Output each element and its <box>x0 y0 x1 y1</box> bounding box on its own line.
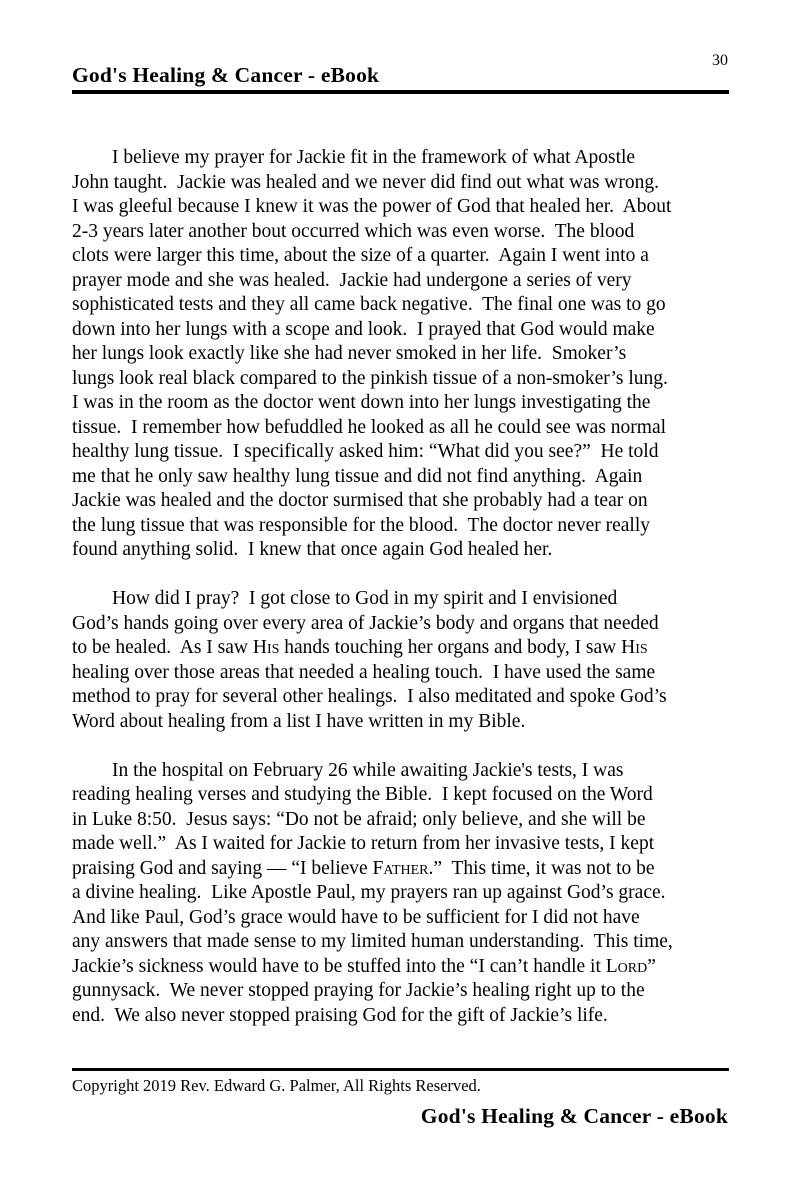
small-caps-text: Father <box>372 857 429 879</box>
footer-title: God's Healing & Cancer - eBook <box>420 1104 728 1128</box>
text-run: ” <box>647 955 656 977</box>
text-run: down into her lungs with a scope and look. I prayed that God would make <box>72 318 655 340</box>
text-line <box>72 783 732 808</box>
text-run: sophisticated tests and they all came back negative. The final one was to go <box>72 294 666 315</box>
text-run: Jackie’s sickness would have to be stuffed into the “I can’t handle it <box>72 955 606 977</box>
text-run: found anything solid. I knew that once again God healed her. <box>72 539 553 560</box>
text-run: How did I pray? I got close to God in my spirit and I envisioned <box>112 588 618 609</box>
text-run: in Luke 8:50. Jesus says: “Do not be afraid; only believe, and she will be <box>72 808 646 830</box>
text-line <box>72 1004 732 1029</box>
text-run: her lungs look exactly like she had never smoked in her life. Smoker’s <box>72 343 627 364</box>
text-run: praising God and saying — “I believe <box>72 857 373 879</box>
text-run: I was in the room as the doctor went down into her lungs investigating the <box>72 392 651 413</box>
text-line <box>72 318 732 343</box>
text-run: a divine healing. Like Apostle Paul, my prayers ran up against God’s grace. <box>72 882 666 903</box>
text-run: prayer mode and she was healed. Jackie had undergone a series of very <box>72 269 632 291</box>
text-line <box>72 514 732 539</box>
text-run: And like Paul, God’s grace would have to be sufficient for I did not have <box>72 906 640 928</box>
text-run: lungs look real black compared to the pinkish tissue of a non-smoker’s lung. <box>72 367 668 389</box>
text-line <box>72 538 732 563</box>
text-run: hands touching her organs and body, I saw <box>279 637 622 658</box>
text-run: the lung tissue that was responsible for the blood. The doctor never really <box>72 514 650 536</box>
copyright-notice: Copyright 2019 Rev. Edward G. Palmer, All Rights Reserved. <box>72 1076 481 1095</box>
text-line <box>72 244 732 269</box>
body-paragraph <box>72 759 732 1029</box>
text-line <box>72 416 732 441</box>
text-line <box>72 906 732 931</box>
text-line <box>72 685 732 710</box>
text-line <box>72 269 732 294</box>
text-line <box>72 808 732 833</box>
text-line <box>72 881 732 906</box>
header-title: God's Healing & Cancer - eBook <box>72 63 380 87</box>
small-caps-text: His <box>621 637 648 658</box>
text-line <box>72 367 732 392</box>
text-line <box>72 440 732 465</box>
text-line <box>72 465 732 490</box>
text-run: me that he only saw healthy lung tissue and did not find anything. Again <box>72 465 643 487</box>
text-line <box>72 661 732 686</box>
text-run: God’s hands going over every area of Jackie’s body and organs that needed <box>72 612 659 634</box>
header-rule <box>72 90 729 94</box>
text-line <box>72 146 732 171</box>
text-run: tissue. I remember how befuddled he looked as all he could see was normal <box>72 416 667 438</box>
text-line <box>72 710 732 735</box>
text-run: method to pray for several other healings. I also meditated and spoke God’s <box>72 686 667 707</box>
text-line <box>72 930 732 955</box>
text-line <box>72 489 732 514</box>
text-line <box>72 979 732 1004</box>
text-line <box>72 636 732 661</box>
text-line <box>72 587 732 612</box>
text-run: 2-3 years later another bout occurred which was even worse. The blood <box>72 220 635 242</box>
text-line <box>72 759 732 784</box>
text-line <box>72 342 732 367</box>
text-run: Jackie was healed and the doctor surmised that she probably had a tear on <box>72 490 648 511</box>
text-run: gunnysack. We never stopped praying for Jackie’s healing right up to the <box>72 980 645 1001</box>
text-run: Word about healing from a list I have written in my Bible. <box>72 710 526 732</box>
text-line <box>72 612 732 637</box>
small-caps-text: Lord <box>605 955 648 977</box>
footer-rule <box>72 1068 729 1071</box>
text-run: made well.” As I waited for Jackie to return from her invasive tests, I kept <box>72 833 655 854</box>
text-line <box>72 391 732 416</box>
text-run: end. We also never stopped praising God for the gift of Jackie’s life. <box>72 1004 608 1026</box>
text-run: .” This time, it was not to be <box>428 857 655 879</box>
text-line <box>72 195 732 220</box>
text-line <box>72 171 732 196</box>
text-run: to be healed. As I saw <box>72 637 253 658</box>
body-paragraph <box>72 146 732 563</box>
text-line <box>72 293 732 318</box>
page-number: 30 <box>712 52 728 69</box>
text-run: healing over those areas that needed a healing touch. I have used the same <box>72 661 656 683</box>
text-run: I was gleeful because I knew it was the power of God that healed her. About <box>72 196 672 217</box>
text-line <box>72 955 732 980</box>
text-line <box>72 220 732 245</box>
body-text <box>72 146 732 1028</box>
text-line <box>72 857 732 882</box>
text-run: John taught. Jackie was healed and we never did find out what was wrong. <box>72 171 660 193</box>
text-run: reading healing verses and studying the Bible. I kept focused on the Word <box>72 784 653 805</box>
body-paragraph <box>72 587 732 734</box>
text-run: I believe my prayer for Jackie fit in the framework of what Apostle <box>112 147 636 168</box>
text-run: any answers that made sense to my limited human understanding. This time, <box>72 931 673 952</box>
text-run: clots were larger this time, about the size of a quarter. Again I went into a <box>72 245 649 266</box>
small-caps-text: His <box>252 637 280 658</box>
text-line <box>72 832 732 857</box>
text-run: healthy lung tissue. I specifically asked him: “What did you see?” He told <box>72 441 659 462</box>
text-run: In the hospital on February 26 while awaiting Jackie's tests, I was <box>112 759 624 781</box>
